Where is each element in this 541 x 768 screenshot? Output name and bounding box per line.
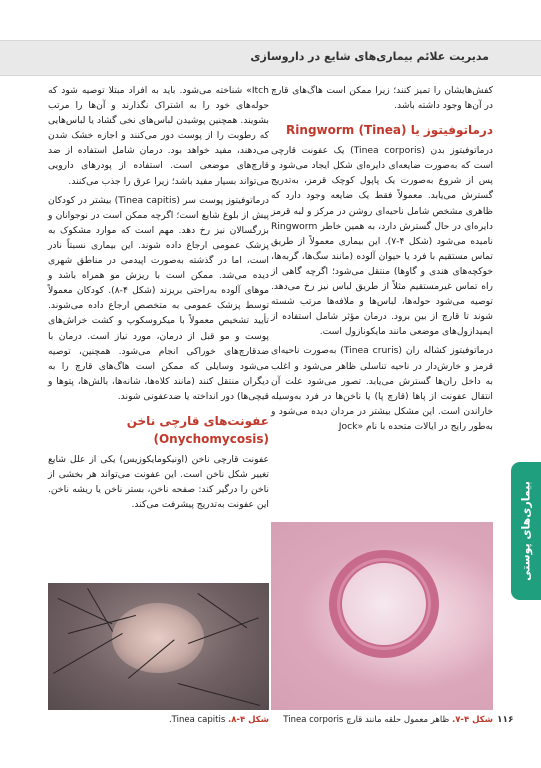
figure-7-label: شکل ۴-۷. bbox=[451, 715, 493, 725]
header-title: مدیریت علائم بیماری‌های شایع در داروسازی bbox=[250, 50, 489, 63]
right-intro-paragraph: کفش‌هایشان را تمیز کنند؛ زیرا ممکن است هاگ‌های قارچ در آن‌ها وجود داشته باشد. bbox=[271, 85, 493, 112]
onychomycosis-paragraph: عفونت قارچی ناخن (اونیکومایکوزیس) یکی از علل شایع تغییر شکل ناخن است. این عفونت می‌تواند هر بخشی از ناخن را درگیر کند: صفحه ناخن، بستر ناخن یا ریشه ناخن. این عفونت به‌تدریج پیشرفت می‌کند. bbox=[48, 453, 269, 511]
jock-itch-paragraph: Itch» شناخته می‌شود. باید به افراد مبتلا توصیه شود که حوله‌های خود را به اشتراک نگذارند و آن‌ها را مرتب بشویند. همچنین پوشیدن لباس‌های نخی گشاد یا لباس‌هایی که رطوبت را از پوست دور می‌کنند و اجازه خشک شدن می‌دهند، مفید خواهد بود. درمان شامل استفاده از ضد قارچ‌های موضعی است. استفاده از پودرهای دارویی می‌تواند بسیار مفید باشد؛ زیرا عرق را جذب می‌کنند. bbox=[48, 85, 269, 187]
figure-8-caption bbox=[48, 715, 269, 725]
left-column bbox=[48, 83, 269, 516]
tinea-capitis-photo bbox=[48, 583, 269, 710]
right-column bbox=[271, 83, 493, 438]
onychomycosis-heading: عفونت‌های قارچی ناخن (Onychomycosis) bbox=[126, 413, 269, 446]
tinea-capitis-paragraph: درماتوفیتوز پوست سر (Tinea capitis) بیشتر در کودکان پیش از بلوغ شایع است؛ اگرچه ممکن است در نوجوانان و بزرگسالان نیز رخ دهد. مهم است که موارد مشکوک به پزشک عمومی ارجاع داده شوند. این بیماری نسبتاً نادر است، اما در گذشته به‌صورت اپیدمی در مناطق شهری دیده می‌شد. ممکن است با ریزش مو همراه باشد و موهای آلوده به‌راحتی بریزند (شکل ۴-۸). کودکان معمولاً توسط پزشک عمومی به متخصص ارجاع داده می‌شوند. تأیید تشخیص معمولاً با میکروسکوپ و کشت خراش‌های پوست و مو قبل از درمان، مورد نیاز است. درمان با ضدقارچ‌های خوراکی انجام می‌شود. همچنین، توصیه می‌شود وسایلی که ممکن است هاگ‌های قارچ را به دیگران منتقل کنند (مانند کلاه‌ها، شانه‌ها، بالش‌ها، پتوها و قیچی‌ها) دور انداخته یا ضدعفونی شوند. bbox=[48, 194, 269, 402]
chapter-side-tab bbox=[511, 462, 541, 600]
tinea-cruris-paragraph: درماتوفیتوز کشاله ران (Tinea cruris) به‌صورت ناحیه‌ای قرمز و خارش‌دار در ناحیه تناسلی ظاهر می‌شود و اغلب به داخل ران‌ها گسترش می‌یابد. تصور می‌شود علت آن انتقال عفونت از پاها (قارچ پا) یا ناخن‌ها در فرد به‌وسیله خاراندن است. این مشکل بیشتر در مردان دیده می‌شود و به‌طور رایج در ایالات متحده با نام «Jock bbox=[271, 345, 493, 432]
chapter-side-tab-label: بیماری‌های پوستی bbox=[519, 481, 533, 581]
figure-8-label: شکل ۴-۸. bbox=[227, 715, 269, 725]
figure-7-caption bbox=[271, 715, 493, 725]
ringworm-heading: درماتوفیتوز یا (Ringworm (Tinea bbox=[286, 123, 493, 138]
page-header bbox=[0, 40, 541, 76]
tinea-corporis-paragraph: درماتوفیتوز بدن (Tinea corporis) یک عفونت قارچی است که به‌صورت ضایعه‌ای دایره‌ای شکل ایجاد می‌شود و پس از شروع به‌صورت یک پاپول کوچک قرمز، به‌تدریج گسترش می‌یابد. معمولاً فقط یک ضایعه وجود دارد که ظاهری مشخص شامل ناحیه‌ای روشن در مرکز و لبه قرمز دایره‌ای در حال گسترش دارد، به همین خاطر Ringworm نامیده می‌شود (شکل ۴-۷). این بیماری معمولاً از طریق تماس مستقیم با فرد یا حیوان آلوده (مانند سگ‌ها، گربه‌ها، خوکچه‌های هندی و گاوها) منتقل می‌شود؛ اگرچه گاهی از راه تماس غیرمستقیم مثلاً از طریق لباس نیز رخ می‌دهد. توصیه می‌شود حوله‌ها، لباس‌ها و ملافه‌ها مرتب شسته شوند تا قارچ از بین برود. درمان مؤثر شامل استفاده از ایمیدازول‌های موضعی مانند مایکونازول است. bbox=[271, 145, 493, 338]
figure-7-caption-text: ظاهر معمول حلقه مانند قارچ Tinea corporis bbox=[283, 715, 450, 725]
figure-8-caption-text: Tinea capitis. bbox=[168, 715, 226, 725]
tinea-corporis-photo bbox=[271, 522, 493, 710]
